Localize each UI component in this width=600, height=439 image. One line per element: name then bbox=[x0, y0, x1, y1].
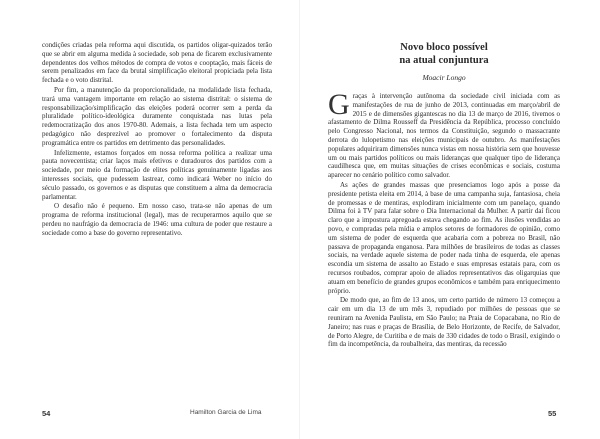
paragraph: As ações de grandes massas que presenciamos logo após a posse da presidente petista eleita em 2014, à base de uma campanha suja, fantasiosa, cheia de promessas e de mentiras, explodiram inicialmente com um panelaço, quando Dilma foi à TV para falar sobre o Dia Internacional da Mulher. A partir daí ficou claro que a impostura apregoada estava chegando ao fim. As ilusões vendidas ao povo, e compradas pela mídia e amplos setores de formadores de opinião, como um sistema de poder de esquerda que acabaria com a pobreza no Brasil, não passava de propaganda enganosa. Para milhões de brasileiros de todas as classes sociais, na verdade aquele sistema de poder nada tinha de esquerda, ele apenas escondia um sistema de assalto ao Estado e suas empresas estatais para, com os recursos roubados, comprar apoio de aliados representativos das oligarquias que atuam em benefício de grandes grupos econômicos e também para enriquecimento próprio. bbox=[328, 180, 560, 295]
paragraph: Infelizmente, estamos forçados em nossa reforma política a realizar uma pauta novecentista; criar laços mais efetivos e duradouros dos partidos com a sociedade, por meio da formação de elites políticas genuinamente ligadas aos interesses sociais, que pudessem lastrear, como indicará Weber no início do século passado, os governos e as disputas que constituem a alma da democracia parlamentar. bbox=[42, 148, 272, 201]
chapter-body bbox=[328, 88, 560, 349]
chapter-title bbox=[328, 41, 560, 67]
author-name: Moacir Longo bbox=[422, 73, 466, 82]
paragraph: condições criadas pela reforma aqui discutida, os partidos oligar-quizados terão que se abrir em alguma medida à sociedade, sob pena de ficarem exclusivamente dependentes dos velhos métodos de compra de votos e cooptação, mais fáceis de serem penalizados em face da brutal simplificação eleitoral propiciada pela lista fechada e o voto distrital. bbox=[42, 41, 272, 85]
opening-paragraph bbox=[328, 88, 560, 180]
paragraph: Por fim, a manutenção da proporcionalidade, na modalidade lista fechada, trará uma vantagem importante em relação ao sistema distrital: o sistema de responsabilização/simplificação das eleições poderá ocorrer sem a perda da pluralidade político-ideológica duramente conquistada nas lutas pela redemocratização dos anos 1970-80. Ademais, a lista fechada tem um aspecto pedagógico não desprezível ao promover o fortalecimento da disputa programática entre os partidos em detrimento das personalidades. bbox=[42, 85, 272, 147]
page-number-right: 55 bbox=[548, 409, 557, 418]
running-head: Hamilton Garcia de Lima bbox=[190, 409, 262, 416]
title-line-2: na atual conjuntura bbox=[399, 55, 489, 66]
page-number-left: 54 bbox=[42, 409, 51, 418]
drop-cap: G bbox=[328, 88, 350, 121]
paragraph: O desafio não é pequeno. Em nosso caso, trata-se não apenas de um programa de reforma institucional (legal), mas de recuperarmos aquilo que se perdeu no naufrágio da democracia de 1946: uma cultura de poder que restaure a sociedade como a base do governo representativo. bbox=[42, 202, 272, 237]
left-text-column bbox=[42, 41, 272, 238]
paragraph: De modo que, ao fim de 13 anos, um certo partido de número 13 começou a cair em um dia 13 de um mês 3, repudiado por milhões de pessoas que se reuniram na Avenida Paulista, em São Paulo; na Praia de Copacabana, no Rio de Janeiro; nas ruas e praças de Brasília, de Belo Horizonte, de Recife, de Salvador, de Porto Alegre, de Curitiba e de mais de 330 cidades de todo o Brasil, exigindo o fim da incompetência, da roubalheira, das mentiras, da recessão bbox=[328, 296, 560, 349]
opening-text: raças à intervenção autônoma da sociedade civil iniciada com as manifestações de rua de junho de 2013, continuadas em março/abril de 2015 e de dimensões gigantescas no dia 13 de março de 2016, tivemos o afastamento de Dilma Rousseff da Presidência da República, processo concluído pelo Congresso Nacional, nos termos da Constituição, segundo o massacrante derrota do lulopetismo nas eleições municipais de outubro. As manifestações populares adquiriram dimensões nunca vistas em nossa história sem que houvesse um ou mais partidos políticos ou mais lideranças que qualquer tipo de liderança caudilhesca que, em muitas situações de crises econômicas e sociais, costuma aparecer no cenário político como salvador. bbox=[328, 92, 560, 180]
title-line-1: Novo bloco possível bbox=[400, 42, 488, 53]
